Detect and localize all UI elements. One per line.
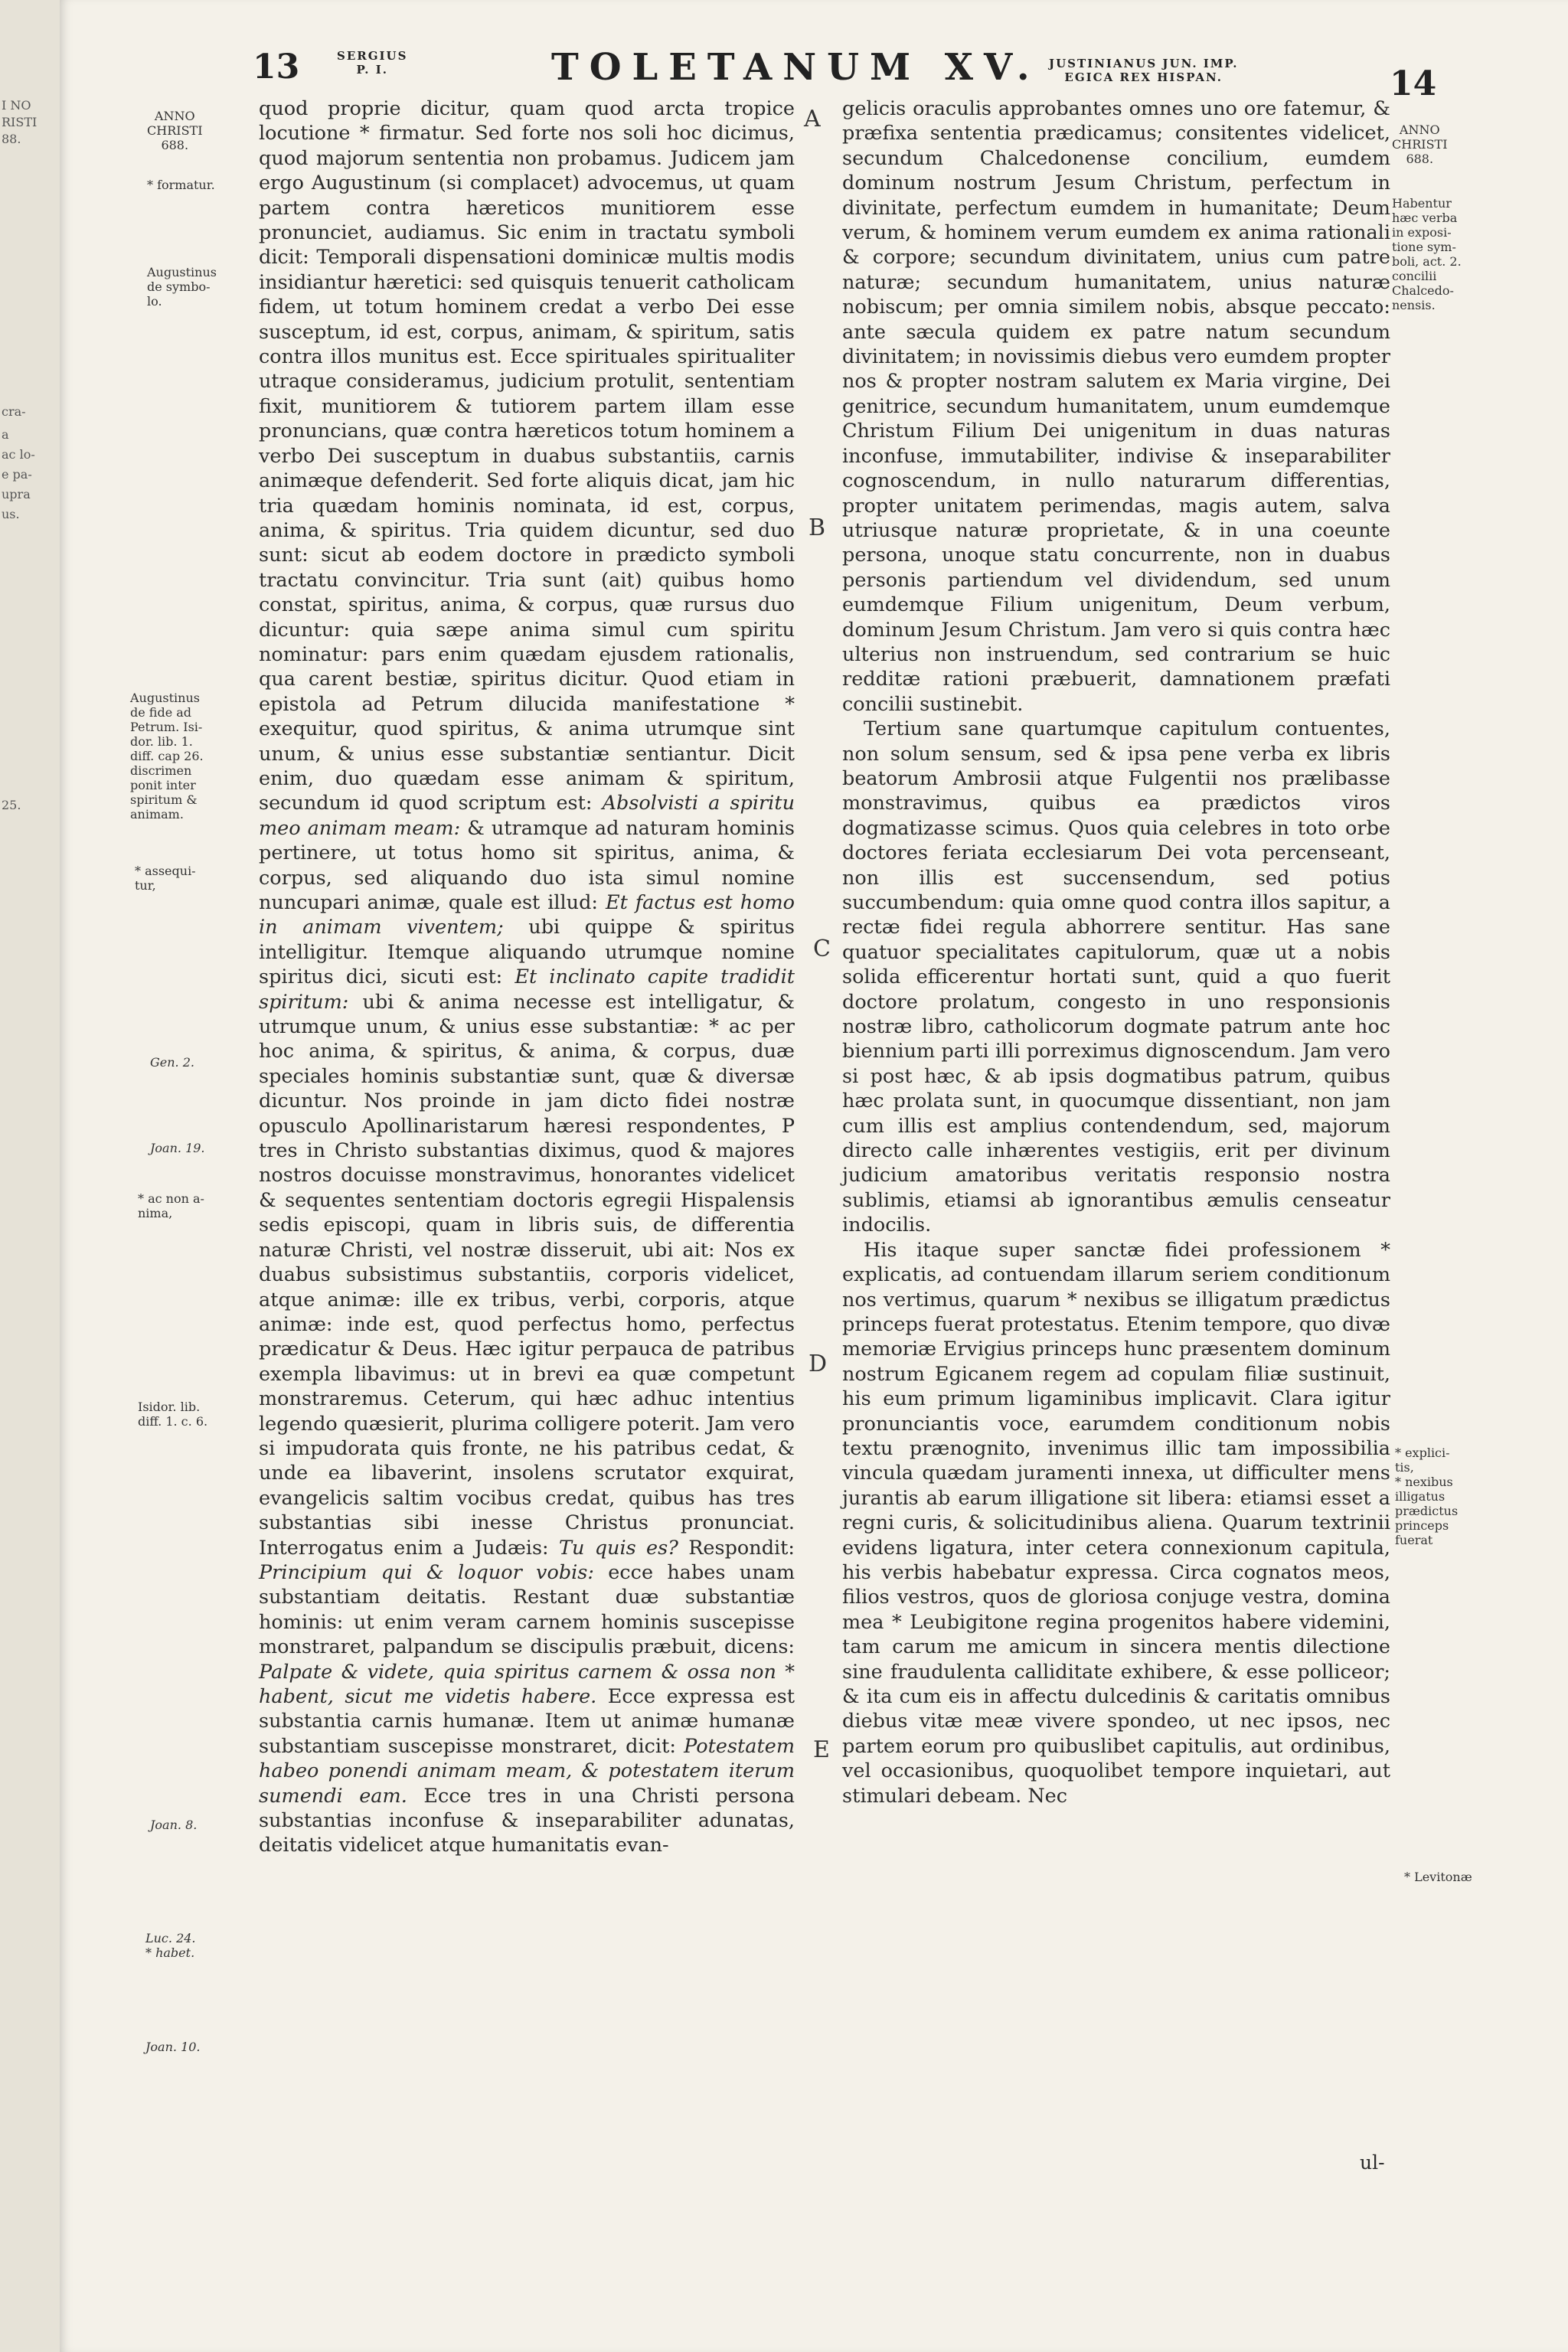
edge-fragment: ac lo-	[2, 447, 35, 462]
section-letter: D	[808, 1351, 828, 1377]
paragraph	[259, 96, 795, 1858]
margin-note: * explici- tis, * nexibus illigatus prædictus princeps fuerat	[1395, 1446, 1459, 1547]
scripture-quote: Absolvisti a spiritu meo animam meam:	[259, 792, 795, 840]
catchword: ul-	[1360, 2151, 1385, 2174]
section-letter: C	[813, 936, 831, 962]
scripture-quote: Palpate & videte, quia spiritus carnem & ossa non * habent, sicut me videtis habere.	[259, 1660, 795, 1708]
edge-fragment: cra-	[2, 404, 26, 419]
scripture-quote: Potestatem habeo ponendi animam meam, & potestatem iterum sumendi eam.	[259, 1734, 795, 1808]
text-run: & utramque ad naturam hominis pertinere, ut totus homo sit spiritus, anima, & corpus, sed aliquando duo ista simul nomine nuncupari animæ, quale est illud:	[259, 816, 795, 914]
margin-note: * assequi- tur,	[135, 864, 196, 893]
text-run: Respondit:	[688, 1536, 795, 1560]
section-letter: B	[808, 514, 826, 541]
folio-right: 14	[1390, 64, 1437, 103]
edge-fragment: 88.	[2, 132, 21, 146]
edge-fragment: us.	[2, 507, 20, 521]
column-right	[842, 96, 1390, 1808]
paragraph: His itaque super sanctæ fidei professionem * explicatis, ad contuendam illarum seriem conditionum nos vertimus, quarum * nexibus se illigatum prædictus princeps fuerat protestatus. Etenim tempore, quo divæ memoriæ Ervigius princeps hunc præsentem dominum nostrum Egicanem regem ad copulam filiæ sustinuit, his eum primum ligaminibus implicavit. Clara igitur pronunciantis voce, earumdem conditionum nobis textu prænognito, invenimus illic tam impossibilia vincula quædam juramenti innexa, ut difficulter mens jurantis ab earum illigatione sit libera: etiamsi esset a regni curis, & solicitudinibus aliena. Quarum textrinii evidens ligatura, inter cetera connexionum capitula, his verbis habebatur expressa. Circa cognatos meos, filios vestros, quos de gloriosa conjuge vestra, domina mea * Leubigitone regina progenitos habere videmini, tam carum me amicum in sincera mentis dilectione sine fraudulenta calliditate exhibere, & esse polliceor; & ita cum eis in affectu dulcedinis & caritatis omnibus diebus vitæ meæ vivere spondeo, ut nec ipsos, nec partem eorum pro quibuslibet capitulis, aut ordinibus, vel occasionibus, quoquolibet tempore inquietari, aut stimulari debeam. Nec	[842, 1238, 1390, 1808]
text-run: ubi & anima necesse est intelligatur, & utrumque unum, & unius esse substantiæ: * ac per hoc anima, & spiritus, & anima, & corpus, duæ speciales hominis substantiæ sunt, quæ & diversæ dicuntur. Nos proinde in jam dicto fidei nostræ opusculo Apollinaristarum hæresi respondentes, P tres in Christo substantias diximus, quod & majores nostros docuisse monstravimus, honorantes videlicet & sequentes sententiam doctoris egregii Hispalensis sedis episcopi, quam in libris suis, de differentia naturæ Christi, vel nostræ disseruit, ubi ait: Nos ex duabus subsistimus substantiis, corporis videlicet, atque animæ: ille ex tribus, verbi, corporis, atque animæ: inde est, quod perfectus homo, perfectus prædicatur & Deus. Hæc igitur perpauca de patribus exempla libavimus: ut in brevi ea quæ competunt monstraremus. Ceterum, qui hæc adhuc intentius legendo quæsierit, plurima colligere poterit. Jam vero si impudorata quis fronte, ne his patribus cedat, & unde ea libaverint, insolens scrutator exquirat, evangelicis saltim vocibus credat, quibus has tres substantias sibi inesse Christus pronunciat. Interrogatus enim a Judæis:	[259, 990, 795, 1560]
margin-note: Isidor. lib. diff. 1. c. 6.	[138, 1400, 208, 1429]
running-head-right-line: EGICA REX HISPAN.	[1064, 70, 1223, 84]
section-letter: A	[804, 106, 821, 132]
running-head-right-line: JUSTINIANUS JUN. IMP.	[1049, 57, 1239, 70]
margin-note-anno: ANNO CHRISTI 688.	[147, 109, 203, 152]
scripture-quote: Et factus est homo in animam viventem;	[259, 891, 795, 939]
margin-note: Joan. 10.	[145, 2040, 201, 2054]
margin-note: Habentur hæc verba in exposi- tione sym- boli, act. 2. concilii Chalcedo- nensis.	[1392, 196, 1462, 312]
running-head-left	[337, 49, 407, 77]
margin-note: Joan. 8.	[150, 1818, 198, 1832]
page-title: TOLETANUM XV.	[551, 46, 1040, 89]
edge-fragment: a	[2, 427, 9, 442]
margin-note: * Levitonæ	[1404, 1870, 1472, 1884]
running-head-left-line: P. I.	[356, 63, 388, 77]
margin-note: Augustinus de fide ad Petrum. Isi- dor. lib. 1. diff. cap 26. discrimen ponit inter spiritum & animam.	[130, 691, 204, 822]
edge-fragment: e pa-	[2, 467, 32, 482]
margin-note: * formatur.	[147, 178, 215, 192]
margin-note: * ac non a- nima,	[138, 1191, 204, 1220]
margin-note-anno: ANNO CHRISTI 688.	[1392, 122, 1448, 166]
folio-left: 13	[253, 47, 300, 87]
scripture-quote: Principium qui & loquor vobis:	[259, 1560, 594, 1584]
text-run: ecce habes unam substantiam deitatis. Restant duæ substantiæ hominis: ut enim veram carnem hominis suscepisse monstraret, palpandum se discipulis præbuit, dicens:	[259, 1560, 795, 1659]
paragraph: Tertium sane quartumque capitulum contuentes, non solum sensum, sed & ipsa pene verba ex libris beatorum Ambrosii atque Fulgentii nos prælibasse monstravimus, quibus ea prædictos viros dogmatizasse scimus. Quos quia celebres in toto orbe doctores feriata ecclesiarum Dei vota percenseant, non illis est succensendum, sed potius succumbendum: quia omne quod contra illos sapitur, a rectæ fidei regula abhorrere sentitur. Has sane quatuor specialitates capitulorum, quæ ut a nobis solida efficerentur hortati sunt, quid a quo fuerit doctore prolatum, congesto in uno responsionis nostræ libro, catholicorum dogmate patrum ante hoc biennium parti illi porreximus dignoscendum. Jam vero si post hæc, & ab ipsis dogmatibus patrum, quibus hæc prolata sunt, in quocumque dissentiant, non jam cum illis est amplius contendendum, sed, majorum directo calle inhærentes vestigiis, erit per divinum judicium amatoribus veritatis responsio nostra sublimis, etiamsi ab ignorantibus æmulis censeatur indocilis.	[842, 717, 1390, 1237]
edge-fragment: I NO	[2, 98, 31, 113]
edge-fragment: 25.	[2, 798, 21, 812]
scripture-quote: Tu quis es?	[558, 1536, 678, 1560]
section-letter: E	[813, 1736, 830, 1763]
margin-note: Gen. 2.	[150, 1055, 194, 1070]
paragraph: gelicis oraculis approbantes omnes uno ore fatemur, & præfixa sententia prædicamus; consitentes videlicet, secundum Chalcedonense concilium, eumdem dominum nostrum Jesum Christum, perfectum in divinitate, perfectum eumdem in humanitate; Deum verum, & hominem verum eumdem ex anima rationali & corpore; secundum divinitatem, unius cum patre naturæ; secundum humanitatem, unius naturæ nobiscum; per omnia similem nobis, absque peccato: ante sæcula quidem ex patre natum secundum divinitatem; in novissimis diebus vero eumdem propter nos & propter nostram salutem ex Maria virgine, Dei genitrice, secundum humanitatem, unum eumdemque Christum Filium Dei unigenitum in duas naturas inconfuse, immutabiliter, indivise & inseparabiliter cognoscendum, in nullo naturarum differentias, propter unitatem perimendas, magis autem, salva utriusque naturæ proprietate, & in una coeunte persona, unoque statu concurrente, non in duabus personis partiendum vel dividendum, sed unum eumdemque Filium unigenitum, Deum verbum, dominum Jesum Christum. Jam vero si quis contra hæc ulterius non instruendum, sed contrarium se huic redditæ rationi præbuerit, damnationem præfati concilii sustinebit.	[842, 97, 1390, 716]
column-left	[259, 96, 795, 1858]
margin-note: Luc. 24. * habet.	[145, 1931, 196, 1960]
scripture-quote: Et inclinato capite tradidit spiritum:	[259, 965, 795, 1014]
text-run: Ecce tres in una Christi persona substantias inconfuse & inseparabiliter adunatas, deitatis videlicet atque humanitatis evan-	[259, 1784, 795, 1857]
running-head-right	[1049, 57, 1238, 84]
text-run: Ecce expressa est substantia carnis humanæ. Item ut animæ humanæ substantiam suscepisse monstraret, dicit:	[259, 1685, 795, 1758]
margin-note: Augustinus de symbo- lo.	[147, 265, 217, 309]
edge-fragment: RISTI	[2, 115, 38, 129]
running-head-left-line: SERGIUS	[337, 49, 408, 63]
text-run: ubi quippe & spiritus intelligitur. Itemque aliquando utrumque nomine spiritus dici, sicuti est:	[259, 916, 795, 989]
edge-fragment: upra	[2, 487, 31, 501]
margin-note: Joan. 19.	[150, 1141, 205, 1155]
adjacent-page-edge	[0, 0, 60, 2352]
text-run: quod proprie dicitur, quam quod arcta tropice locutione * firmatur. Sed forte nos soli hoc dicimus, quod majorum sententia non probamus. Judicem jam ergo Augustinum (si complacet) advocemus, ut quam partem contra hæreticos munitiorem esse pronunciet, audiamus. Sic enim in tractatu symboli dicit: Temporali dispensationi dominicæ multis modis insidiantur hæretici: sed quisquis tenuerit catholicam fidem, ut totum hominem credat a verbo Dei esse susceptum, id est, corpus, animam, & spiritum, satis contra illos munitus est. Ecce spirituales spiritualiter utraque consideramus, judicium protulit, sententiam fixit, munitiorem & tutiorem partem illam esse pronuncians, quæ contra hæreticos totum hominem a verbo Dei susceptum in duabus substantiis, carnis animæque defenderit. Sed forte aliquis dicat, jam hic tria quædam hominis nominata, id est, corpus, anima, & spiritus. Tria quidem dicuntur, sed duo sunt: sicut ab eodem doctore in prædicto symboli tractatu convincitur. Tria sunt (ait) quibus homo constat, spiritus, anima, & corpus, quæ rursus duo dicuntur: quia sæpe anima simul cum spiritu nominatur: pars enim quædam ejusdem rationalis, qua carent bestiæ, spiritus dicitur. Quod etiam in epistola ad Petrum dilucida manifestatione * exequitur, quod spiritus, & anima utrumque sint unum, & unius esse substantiæ sentiantur. Dicit enim, duo quædam esse animam & spiritum, secundum id quod scriptum est:	[259, 97, 795, 815]
